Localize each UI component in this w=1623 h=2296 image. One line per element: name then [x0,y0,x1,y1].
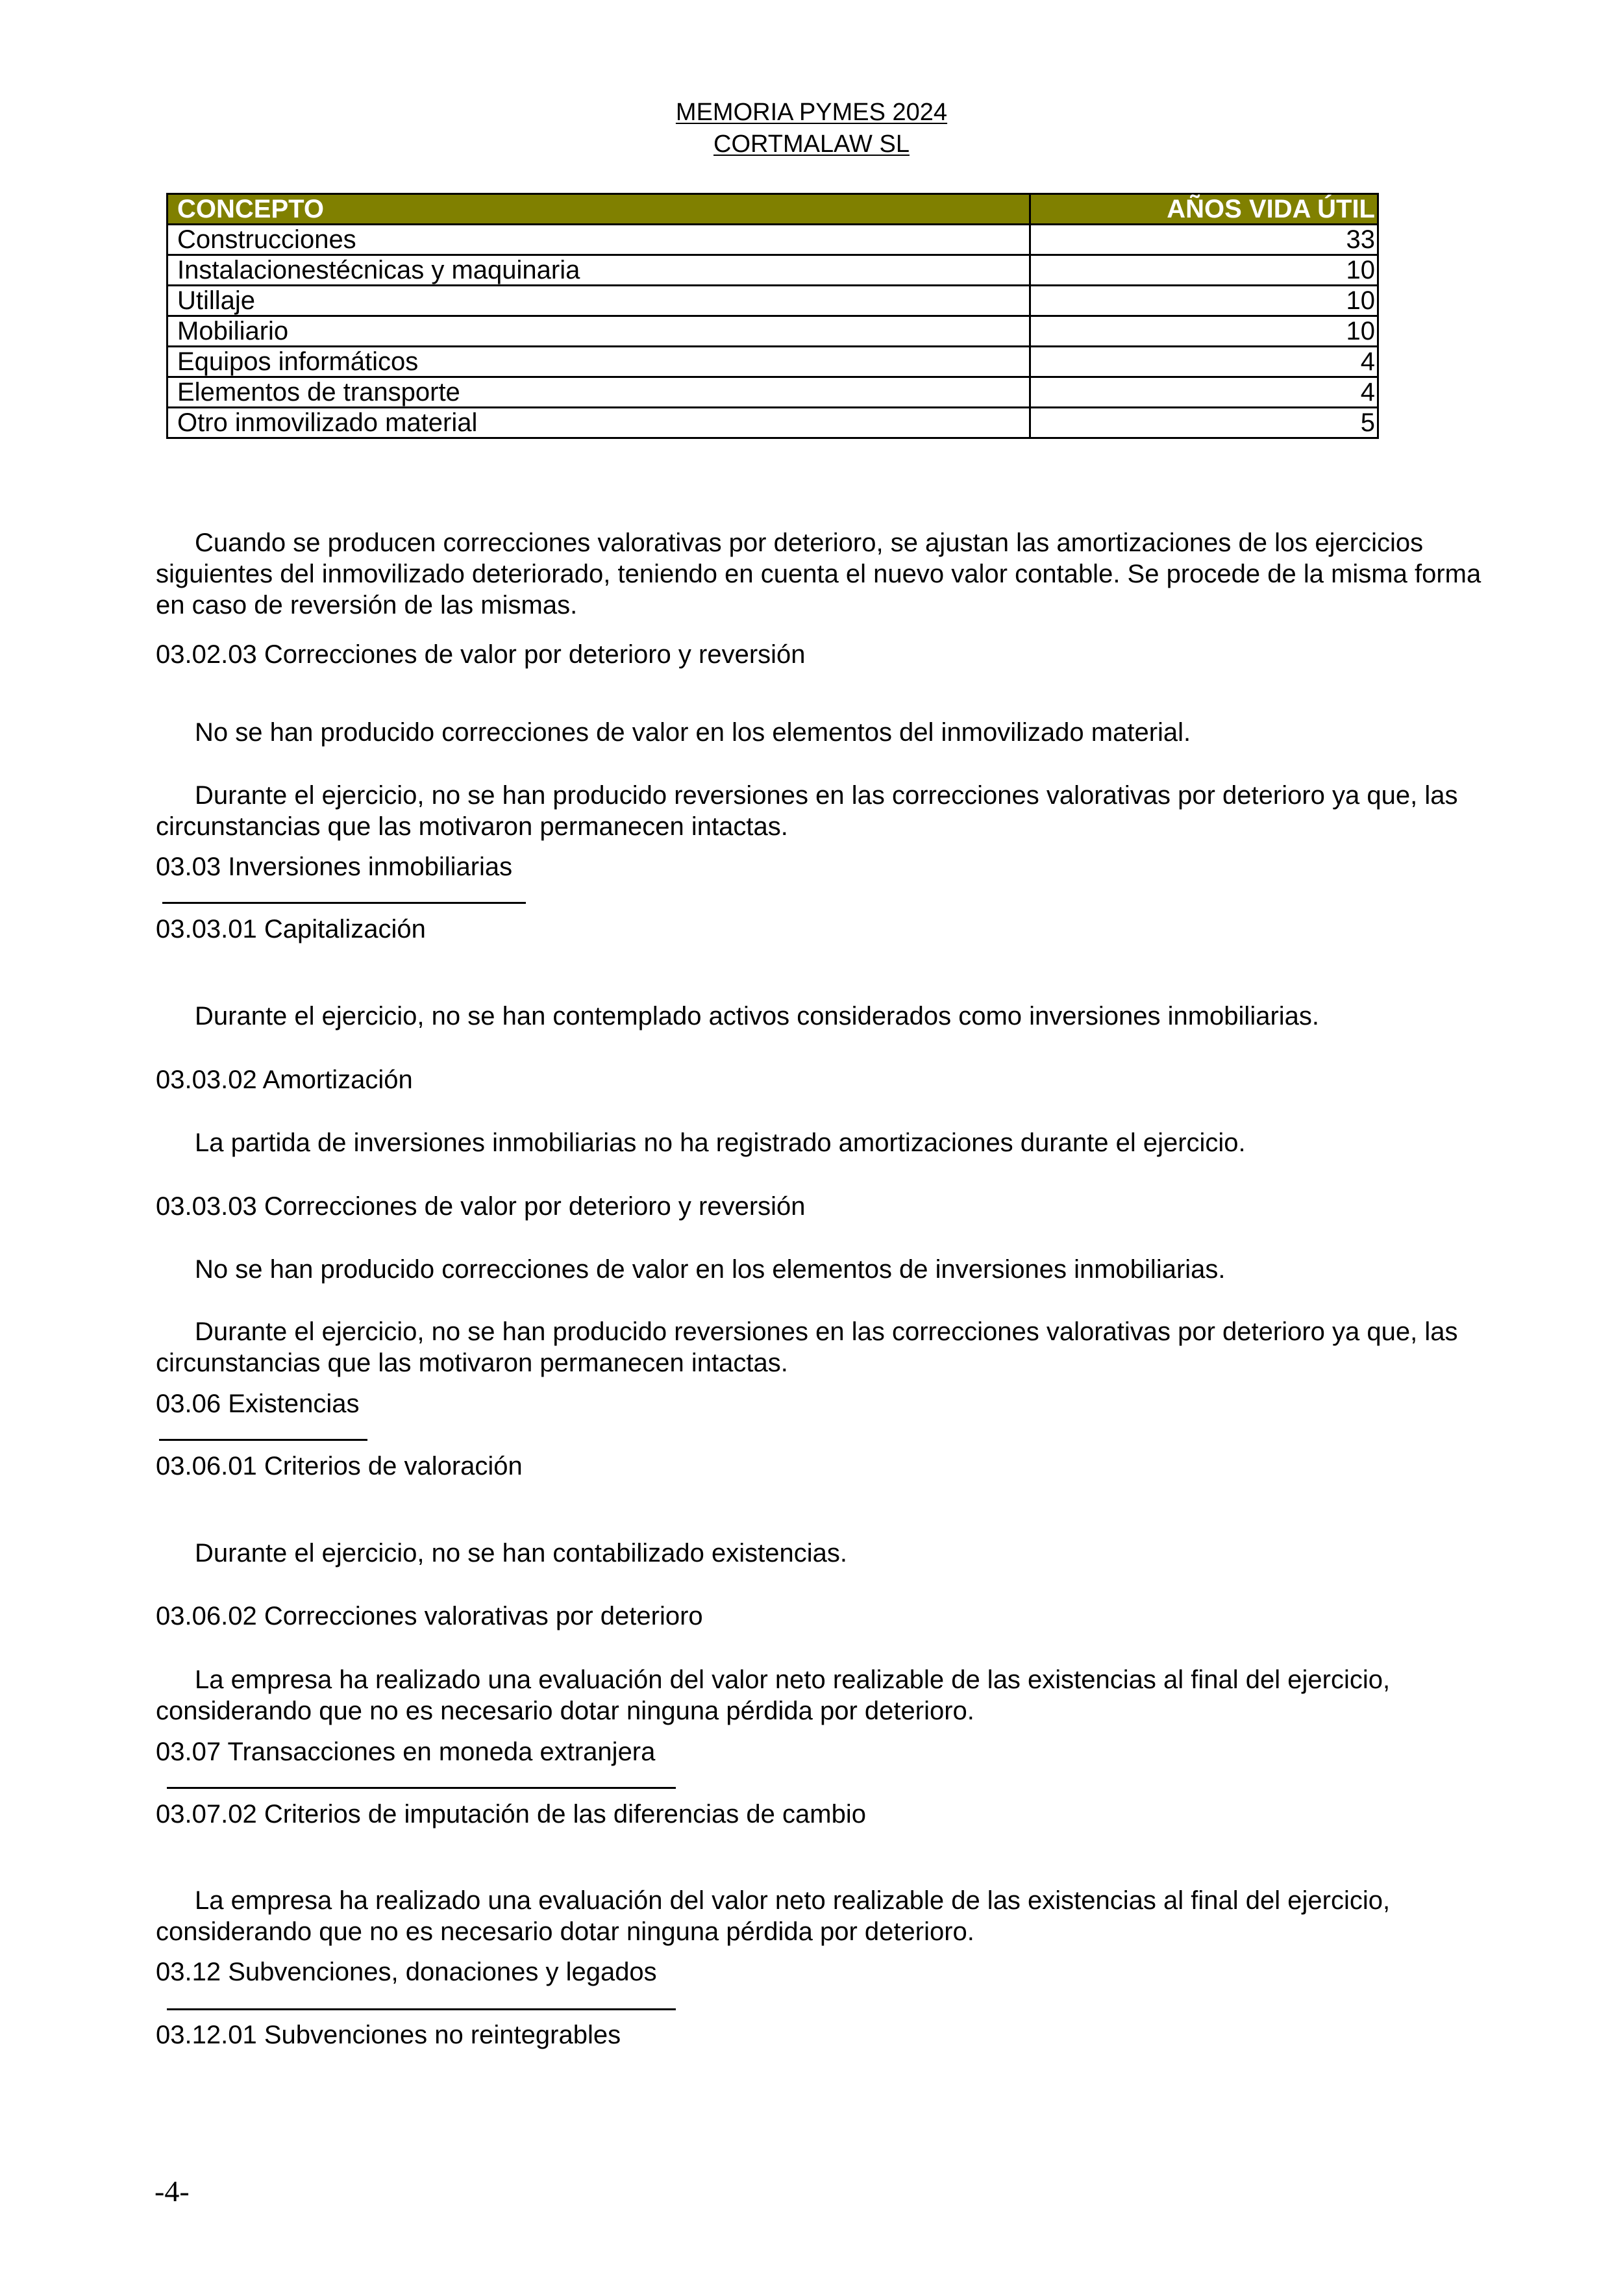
table-row [167,286,1378,316]
heading-0306: 03.06 Existencias [156,1390,360,1418]
cell-concepto: Equipos informáticos [167,347,1030,377]
table-row [167,408,1378,438]
heading-0307: 03.07 Transacciones en moneda extranjera [156,1738,656,1766]
cell-concepto: Construcciones [167,225,1030,255]
column-header-concepto: CONCEPTO [167,194,1030,225]
paragraph-no-amortizaciones: La partida de inversiones inmobiliarias no ha registrado amortizaciones durante el ejercicio. [195,1129,1246,1157]
table-header-row [167,194,1378,225]
page-number: -4- [155,2175,190,2208]
heading-030303: 03.03.03 Correcciones de valor por deterioro y reversión [156,1192,806,1221]
column-header-anos: AÑOS VIDA ÚTIL [1030,194,1378,225]
table-row [167,347,1378,377]
paragraph-no-correcciones-inversiones: No se han producido correcciones de valor en los elementos de inversiones inmobiliarias. [195,1255,1226,1284]
table-row [167,377,1378,408]
section-rule [162,902,526,904]
cell-anos: 10 [1030,316,1378,347]
section-rule [167,1787,676,1789]
heading-031201: 03.12.01 Subvenciones no reintegrables [156,2021,621,2049]
heading-0303: 03.03 Inversiones inmobiliarias [156,853,513,881]
cell-anos: 10 [1030,255,1378,286]
table-row [167,225,1378,255]
cell-anos: 33 [1030,225,1378,255]
table-row [167,255,1378,286]
useful-life-table [166,193,1379,439]
cell-concepto: Mobiliario [167,316,1030,347]
heading-030203: 03.02.03 Correcciones de valor por deterioro y reversión [156,640,806,669]
section-rule [159,1439,367,1441]
paragraph-evaluacion-existencias-1: La empresa ha realizado una evaluación del valor neto realizable de las existencias al final del ejercicio, considerando que no es necesario dotar ninguna pérdida por deterioro. [156,1666,1391,1725]
heading-030601: 03.06.01 Criterios de valoración [156,1452,523,1480]
paragraph-no-existencias: Durante el ejercicio, no se han contabilizado existencias. [195,1539,848,1567]
cell-anos: 10 [1030,286,1378,316]
paragraph-deterioro-ajuste: Cuando se producen correcciones valorativas por deterioro, se ajustan las amortizaciones de los ejercicios siguientes del inmovilizado deteriorado, teniendo en cuenta el nuevo valor contable. Se procede de la misma forma en caso de reversión de las mismas. [156,529,1481,619]
cell-concepto: Instalacionestécnicas y maquinaria [167,255,1030,286]
cell-concepto: Otro inmovilizado material [167,408,1030,438]
heading-030302: 03.03.02 Amortización [156,1066,413,1094]
heading-030602: 03.06.02 Correcciones valorativas por deterioro [156,1602,703,1630]
paragraph-no-correcciones-inmovilizado: No se han producido correcciones de valor en los elementos del inmovilizado material. [195,718,1191,747]
document-title: MEMORIA PYMES 2024 [675,99,948,126]
heading-030702: 03.07.02 Criterios de imputación de las diferencias de cambio [156,1800,866,1828]
heading-0312: 03.12 Subvenciones, donaciones y legados [156,1958,657,1986]
cell-concepto: Utillaje [167,286,1030,316]
cell-anos: 5 [1030,408,1378,438]
cell-anos: 4 [1030,347,1378,377]
cell-anos: 4 [1030,377,1378,408]
paragraph-no-reversiones-2: Durante el ejercicio, no se han producido reversiones en las correcciones valorativas por deterioro ya que, las circunstancias que las motivaron permanecen intactas. [156,1317,1458,1377]
cell-concepto: Elementos de transporte [167,377,1030,408]
section-rule [167,2008,676,2010]
paragraph-evaluacion-existencias-2: La empresa ha realizado una evaluación del valor neto realizable de las existencias al final del ejercicio, considerando que no es necesario dotar ninguna pérdida por deterioro. [156,1886,1391,1946]
table-row [167,316,1378,347]
paragraph-no-reversiones-1: Durante el ejercicio, no se han producido reversiones en las correcciones valorativas por deterioro ya que, las circunstancias que las motivaron permanecen intactas. [156,781,1458,841]
company-name: CORTMALAW SL [713,131,910,158]
paragraph-no-inversiones: Durante el ejercicio, no se han contemplado activos considerados como inversiones inmobiliarias. [195,1002,1320,1030]
heading-030301: 03.03.01 Capitalización [156,915,426,943]
